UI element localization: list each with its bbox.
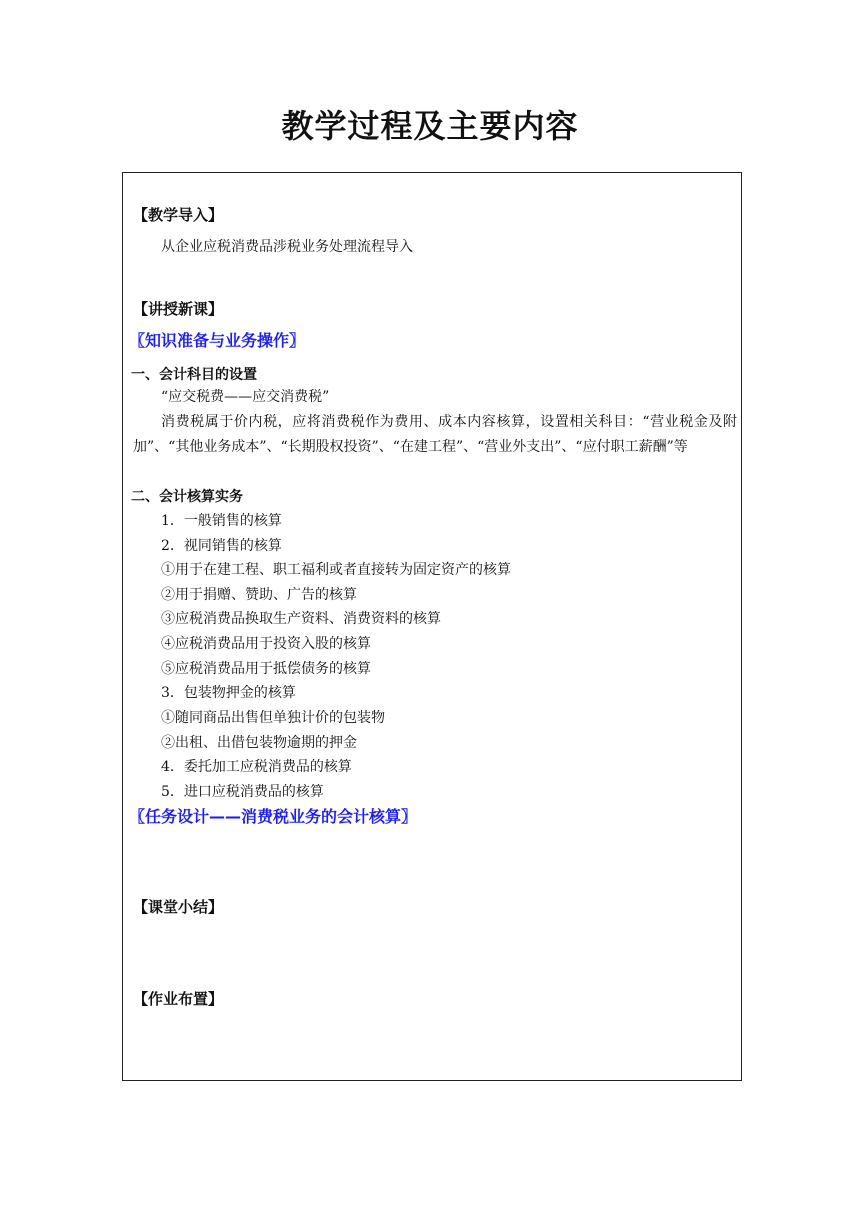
lesson-content-box: [122, 172, 742, 1081]
list-item: 4．委托加工应税消费品的核算: [161, 759, 352, 775]
list-item: 3．包装物押金的核算: [161, 685, 296, 701]
intro-text: 从企业应税消费品涉税业务处理流程导入: [161, 239, 413, 255]
task-heading: 〖任务设计——消费税业务的会计核算〗: [129, 807, 418, 826]
list-item: 1．一般销售的核算: [161, 513, 282, 529]
list-item: ④应税消费品用于投资入股的核算: [161, 636, 371, 652]
summary-heading: 【课堂小结】: [133, 898, 224, 916]
homework-heading: 【作业布置】: [133, 990, 224, 1008]
knowledge-heading: 〖知识准备与业务操作〗: [129, 331, 306, 350]
part2-heading: 二、会计核算实务: [131, 489, 243, 505]
list-item: ⑤应税消费品用于抵偿债务的核算: [161, 661, 371, 677]
list-item: ①随同商品出售但单独计价的包装物: [161, 710, 385, 726]
page-title: 教学过程及主要内容: [281, 107, 579, 145]
part1-heading: 一、会计科目的设置: [131, 367, 257, 383]
part1-line: “应交税费——应交消费税”: [161, 389, 330, 405]
lecture-heading: 【讲授新课】: [133, 300, 224, 318]
list-item: ②出租、出借包装物逾期的押金: [161, 735, 357, 751]
list-item: ①用于在建工程、职工福利或者直接转为固定资产的核算: [161, 562, 511, 578]
part1-paragraph: 消费税属于价内税，应将消费税作为费用、成本内容核算，设置相关科目：“营业税金及附加”、“其他业务成本”、“长期股权投资”、“在建工程”、“营业外支出”、“应付职工薪酬”等: [133, 414, 737, 455]
list-item: 2．视同销售的核算: [161, 538, 282, 554]
list-item: ③应税消费品换取生产资料、消费资料的核算: [161, 611, 441, 627]
intro-heading: 【教学导入】: [133, 206, 224, 224]
list-item: 5．进口应税消费品的核算: [161, 784, 324, 800]
list-item: ②用于捐赠、赞助、广告的核算: [161, 587, 357, 603]
